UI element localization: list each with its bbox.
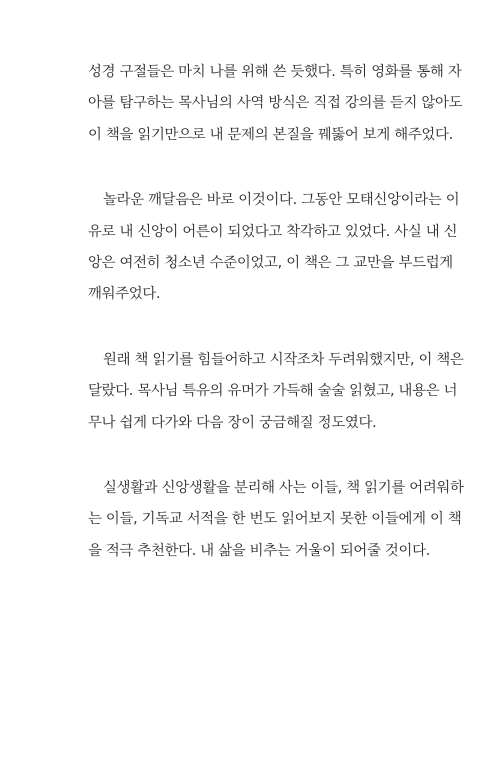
text-line: 달랐다. 목사님 특유의 유머가 가득해 술술 읽혔고, 내용은 너 <box>88 383 458 400</box>
paragraph-4 <box>88 473 464 567</box>
text-line: 는 이들, 기독교 서적을 한 번도 읽어보지 못한 이들에게 이 책 <box>88 511 462 528</box>
text-line: 아를 탐구하는 목사님의 사역 방식은 직접 강의를 듣지 않아도 <box>88 95 463 112</box>
text-line: 이 책을 읽기만으로 내 문제의 본질을 꿰뚫어 보게 해주었다. <box>88 126 453 143</box>
text-line: 유로 내 신앙이 어른이 되었다고 착각하고 있었다. 사실 내 신 <box>88 223 458 240</box>
text-line: 깨워주었다. <box>88 286 161 303</box>
text-line: 놀라운 깨달음은 바로 이것이다. 그동안 모태신앙이라는 이 <box>103 192 460 209</box>
text-line: 무나 쉽게 다가와 다음 장이 궁금해질 정도였다. <box>88 414 377 431</box>
paragraph-3 <box>88 345 464 439</box>
text-line: 실생활과 신앙생활을 분리해 사는 이들, 책 읽기를 어려워하 <box>103 480 464 497</box>
text-line: 을 적극 추천한다. 내 삶을 비추는 거울이 되어줄 것이다. <box>88 542 430 559</box>
body-text <box>88 57 464 601</box>
text-line: 성경 구절들은 마치 나를 위해 쓴 듯했다. 특히 영화를 통해 자 <box>88 64 462 80</box>
paragraph-1 <box>88 57 463 151</box>
text-line: 앙은 여전히 청소년 수준이었고, 이 책은 그 교만을 부드럽게 <box>88 255 453 272</box>
text-line: 원래 책 읽기를 힘들어하고 시작조차 두려워했지만, 이 책은 <box>103 351 464 368</box>
paragraph-2 <box>88 185 460 311</box>
